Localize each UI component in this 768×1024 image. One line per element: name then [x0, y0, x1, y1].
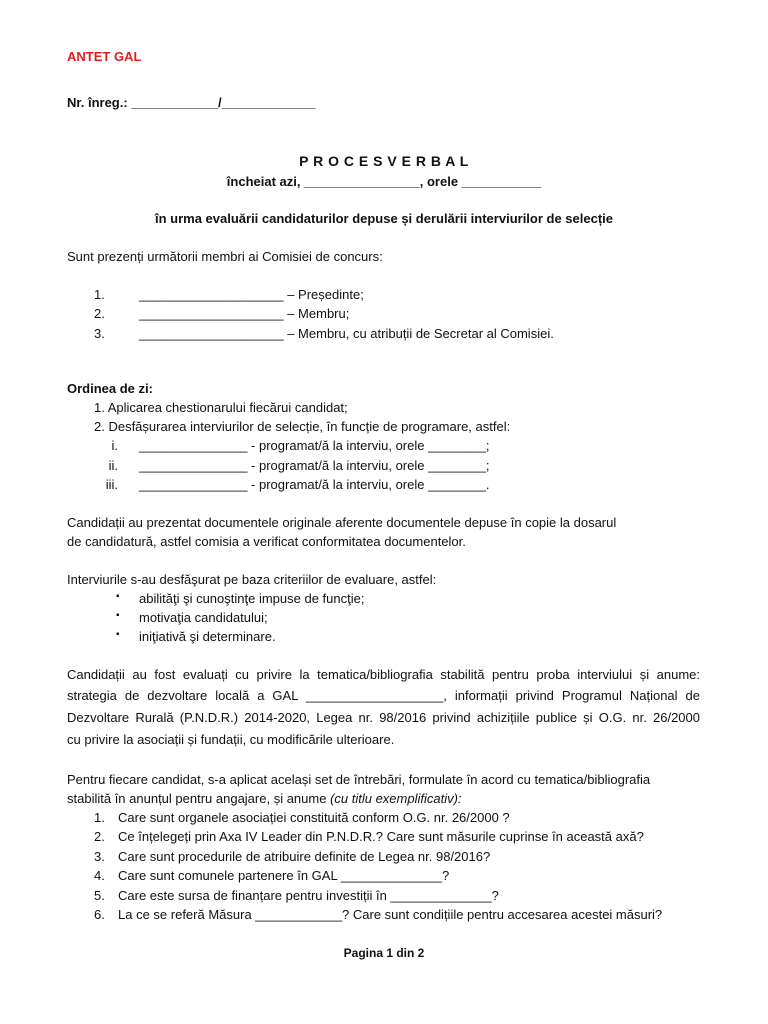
member-line: ____________________ – Președinte;	[139, 287, 364, 302]
question-number: 6.	[94, 907, 105, 922]
question-text: La ce se referă Măsura ____________? Care sunt condițiile pentru accesarea acestei măsuri?	[118, 907, 663, 922]
documents-paragraph-line: de candidatură, astfel comisia a verificat conformitatea documentelor.	[67, 534, 466, 549]
question-number: 4.	[94, 868, 105, 883]
evaluation-paragraph-line: Dezvoltare Rurală (P.N.D.R.) 2014-2020, Legea nr. 98/2016 privind achizițiile publice și O.G. nr. 26/2000	[67, 710, 700, 725]
question-text: Care este sursa de finanțare pentru investiții în ______________?	[118, 888, 499, 903]
question-number: 3.	[94, 849, 105, 864]
evaluation-paragraph-line: cu privire la asociații și fundații, cu modificările ulterioare.	[67, 732, 395, 747]
schedule-number: iii.	[105, 477, 118, 492]
schedule-number: ii.	[108, 458, 118, 473]
agenda-heading: Ordinea de zi:	[67, 381, 153, 396]
page-number: Pagina 1 din 2	[343, 946, 425, 960]
schedule-line: _______________ - programat/ă la interviu, orele ________.	[139, 477, 490, 492]
agenda-item: 1. Aplicarea chestionarului fiecărui candidat;	[94, 400, 348, 415]
question-text: Care sunt procedurile de atribuire definite de Legea nr. 98/2016?	[118, 849, 491, 864]
evaluation-paragraph-line: Candidații au fost evaluați cu privire la tematica/bibliografia stabilită pentru proba interviului și anume:	[67, 667, 700, 682]
questions-intro-text: stabilită în anunțul pentru angajare, și anume	[67, 791, 331, 806]
documents-paragraph-line: Candidații au prezentat documentele originale aferente documentele depuse în copie la dosarul	[67, 515, 617, 530]
registration-number: Nr. înreg.: ____________/_____________	[67, 95, 316, 110]
question-text: Care sunt comunele partenere în GAL ______________?	[118, 868, 450, 883]
schedule-number: i.	[111, 438, 118, 453]
criteria-item: abilităţi şi cunoştinţe impuse de funcţie;	[139, 591, 365, 606]
questions-intro: Pentru fiecare candidat, s-a aplicat același set de întrebări, formulate în acord cu tematica/bibliografia	[67, 772, 651, 787]
square-bullet-icon: ▪	[116, 629, 120, 640]
agenda-item: 2. Desfășurarea interviurilor de selecție, în funcție de programare, astfel:	[94, 419, 511, 434]
question-number: 2.	[94, 829, 105, 844]
square-bullet-icon: ▪	[116, 610, 120, 621]
member-line: ____________________ – Membru;	[139, 306, 350, 321]
schedule-line: _______________ - programat/ă la interviu, orele ________;	[139, 458, 490, 473]
member-line: ____________________ – Membru, cu atribuții de Secretar al Comisiei.	[139, 326, 554, 341]
criteria-intro: Interviurile s-au desfăşurat pe baza criteriilor de evaluare, astfel:	[67, 572, 437, 587]
question-text: Care sunt organele asociației constituită conform O.G. nr. 26/2000 ?	[118, 810, 510, 825]
antet-gal: ANTET GAL	[67, 49, 142, 64]
schedule-line: _______________ - programat/ă la interviu, orele ________;	[139, 438, 490, 453]
questions-intro-italic: (cu titlu exemplificativ):	[330, 791, 462, 806]
evaluation-paragraph-line: strategia de dezvoltare locală a GAL ___________________, informații privind Programul Național de	[67, 688, 700, 703]
document-purpose: în urma evaluării candidaturilor depuse și derulării interviurilor de selecție	[154, 211, 614, 226]
square-bullet-icon: ▪	[116, 591, 120, 602]
member-number: 3.	[94, 326, 105, 341]
member-number: 1.	[94, 287, 105, 302]
questions-intro-continued	[67, 791, 462, 807]
criteria-item: motivaţia candidatului;	[139, 610, 268, 625]
criteria-item: iniţiativă şi determinare.	[139, 629, 276, 644]
members-intro: Sunt prezenți următorii membri ai Comisiei de concurs:	[67, 249, 383, 264]
question-text: Ce înțelegeți prin Axa IV Leader din P.N.D.R.? Care sunt măsurile cuprinse în această axă?	[118, 829, 644, 844]
document-title: P R O C E S V E R B A L	[299, 153, 469, 169]
question-number: 1.	[94, 810, 105, 825]
document-subtitle: încheiat azi, ________________, orele ___________	[226, 174, 542, 189]
member-number: 2.	[94, 306, 105, 321]
question-number: 5.	[94, 888, 105, 903]
